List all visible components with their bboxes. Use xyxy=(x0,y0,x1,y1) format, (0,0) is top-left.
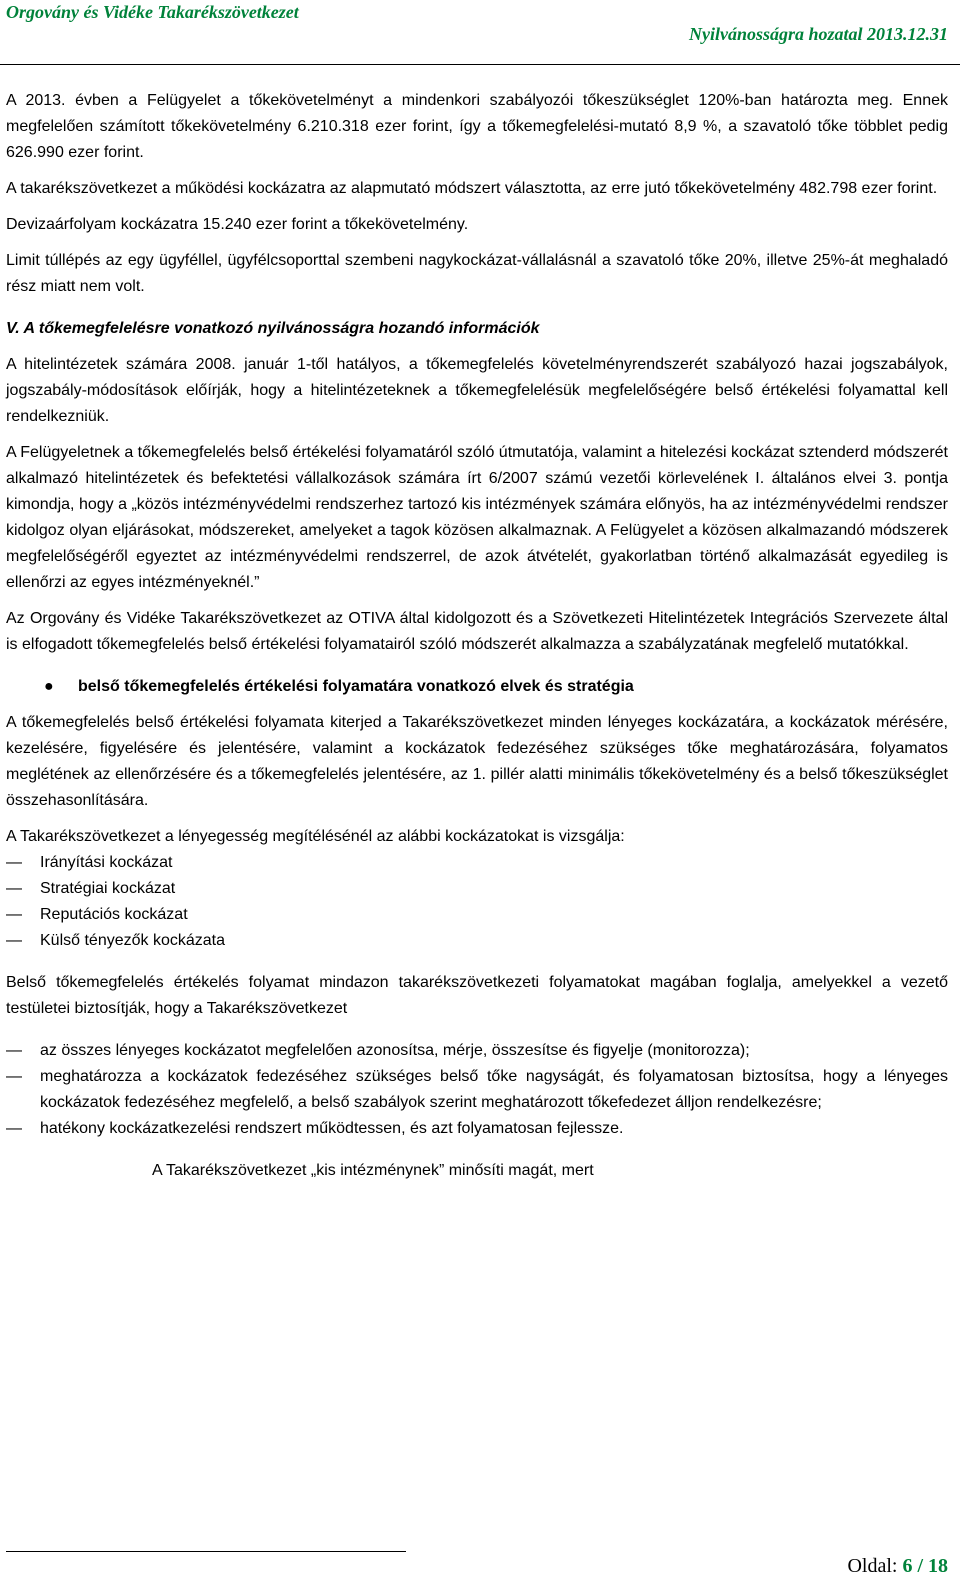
paragraph-small-institution: A Takarékszövetkezet „kis intézménynek” minősíti magát, mert xyxy=(152,1162,594,1179)
list-item: — az összes lényeges kockázatot megfelelően azonosítsa, mérje, összesítse és figyelje (monitorozza); xyxy=(6,1038,948,1064)
paragraph-operational-risk: A takarékszövetkezet a működési kockázatra az alapmutató módszert választotta, az erre jutó tőkekövetelmény 482.798 ezer forint. xyxy=(6,180,938,197)
paragraph-otiva-method: Az Orgovány és Vidéke Takarékszövetkezet az OTIVA által kidolgozott és a Szövetkezeti Hitelintézetek Integrációs Szervezete által is elfogadott tőkemegfelelés belső értékelési folyamatairól szóló módszerét alkalmazza a szabályzatának megfelelő mutatókkal. xyxy=(6,610,948,653)
paragraph-limit-exceedance: Limit túllépés az egy ügyféllel, ügyfélcsoporttal szembeni nagykockázat-vállalásnál a szavatoló tőke 20%, illetve 25%-át meghaladó rész miatt nem volt. xyxy=(6,252,948,295)
list-item: — Stratégiai kockázat xyxy=(6,876,948,902)
dash-icon: — xyxy=(6,1120,22,1137)
list-item: — meghatározza a kockázatok fedezéséhez szükséges belső tőke nagyságát, és folyamatosan biztosítsa, hogy a lényeges kockázatok fedezéséhez megfelelő, a belső szabályok szerint meghatározott tőkefedezet álljon rendelkezésre; xyxy=(6,1064,948,1116)
list-item: — hatékony kockázatkezelési rendszert működtessen, és azt folyamatosan fejlessze. xyxy=(6,1116,948,1142)
paragraph-supervisor-guidance: A Felügyeletnek a tőkemegfelelés belső értékelési folyamatáról szóló útmutatója, valamint a hitelezési kockázat sztenderd módszerét alkalmazó hitelintézetek és befektetési vállalkozások számára írt 6/2007 számú vezetői körlevelének I. általános elvei 3. pontja kimondja, hogy a „közös intézményvédelmi rendszerhez tartozó kis intézmények számára előnyös, ha az intézményvédelmi rendszer kidolgoz olyan eljárásokat, módszereket, amelyeket a tagok közösen alkalmaznak. A Felügyelet a közösen alkalmazandó módszerek megfelelőségéről egyeztet az intézményvédelmi rendszerrel, de azok átvételét, gyakorlatban történő alkalmazását egyedileg is ellenőrzi az egyes intézményeknél.” xyxy=(6,444,948,591)
dash-icon: — xyxy=(6,932,22,949)
header-divider xyxy=(0,64,960,65)
dash-icon: — xyxy=(6,1068,22,1085)
paragraph-capital-requirement: A 2013. évben a Felügyelet a tőkekövetelményt a mindenkori szabályozói tőkeszükséglet 120%-ban határozta meg. Ennek megfelelően számított tőkekövetelmény 6.210.318 ezer forint, így a tőkemegfelelési-mutató 8,9 %, a szavatoló tőke többlet pedig 626.990 ezer forint. xyxy=(6,92,948,161)
bullet-heading xyxy=(6,674,948,700)
footer-divider xyxy=(6,1551,406,1552)
paragraph-icaap-scope: A tőkemegfelelés belső értékelési folyamata kiterjed a Takarékszövetkezet minden lényeges kockázatára, a kockázatok mérésére, kezelésére, figyelésére és jelentésére, valamint a kockázatok fedezéséhez szükséges tőke meghatározására, folyamatos meglétének az ellenőrzésére és a tőkemegfelelés jelentésére, az 1. pillér alatti minimális tőkekövetelmény és a belső tőkeszükséglet összehasonlítására. xyxy=(6,714,948,809)
page-footer xyxy=(847,1555,948,1578)
header-disclosure-date: Nyilvánosságra hozatal 2013.12.31 xyxy=(688,24,948,44)
section-heading: V. A tőkemegfelelésre vonatkozó nyilvánosságra hozandó információk xyxy=(6,320,540,337)
list-item: — Reputációs kockázat xyxy=(6,902,948,928)
paragraph-materiality: A Takarékszövetkezet a lényegesség megítélésénél az alábbi kockázatokat is vizsgálja: xyxy=(6,828,625,845)
page-number: 6 / 18 xyxy=(902,1555,948,1577)
duty-list xyxy=(6,1038,948,1142)
paragraph-fx-risk: Devizaárfolyam kockázatra 15.240 ezer forint a tőkekövetelmény. xyxy=(6,216,469,233)
list-item: — Külső tényezők kockázata xyxy=(6,928,948,954)
risk-list xyxy=(6,850,948,954)
paragraph-process-scope: Belső tőkemegfelelés értékelés folyamat mindazon takarékszövetkezeti folyamatokat magában foglalja, amelyekkel a vezető testületei biztosítják, hogy a Takarékszövetkezet xyxy=(6,974,948,1017)
dash-icon: — xyxy=(6,880,22,897)
bullet-icon: ● xyxy=(44,678,54,695)
header-org-name: Orgovány és Vidéke Takarékszövetkezet xyxy=(6,2,299,22)
dash-icon: — xyxy=(6,1042,22,1059)
paragraph-regulation: A hitelintézetek számára 2008. január 1-től hatályos, a tőkemegfelelés követelményrendszerét szabályozó hazai jogszabályok, jogszabály-módosítások előírják, hogy a hitelintézeteknek a tőkemegfelelésük megfelelőségére belső értékelési folyamattal kell rendelkezniük. xyxy=(6,356,948,425)
footer-label: Oldal: xyxy=(847,1555,898,1577)
bullet-heading-text: belső tőkemegfelelés értékelési folyamatára vonatkozó elvek és stratégia xyxy=(78,678,634,695)
dash-icon: — xyxy=(6,906,22,923)
document-body xyxy=(6,88,948,1184)
list-item: — Irányítási kockázat xyxy=(6,850,948,876)
dash-icon: — xyxy=(6,854,22,871)
